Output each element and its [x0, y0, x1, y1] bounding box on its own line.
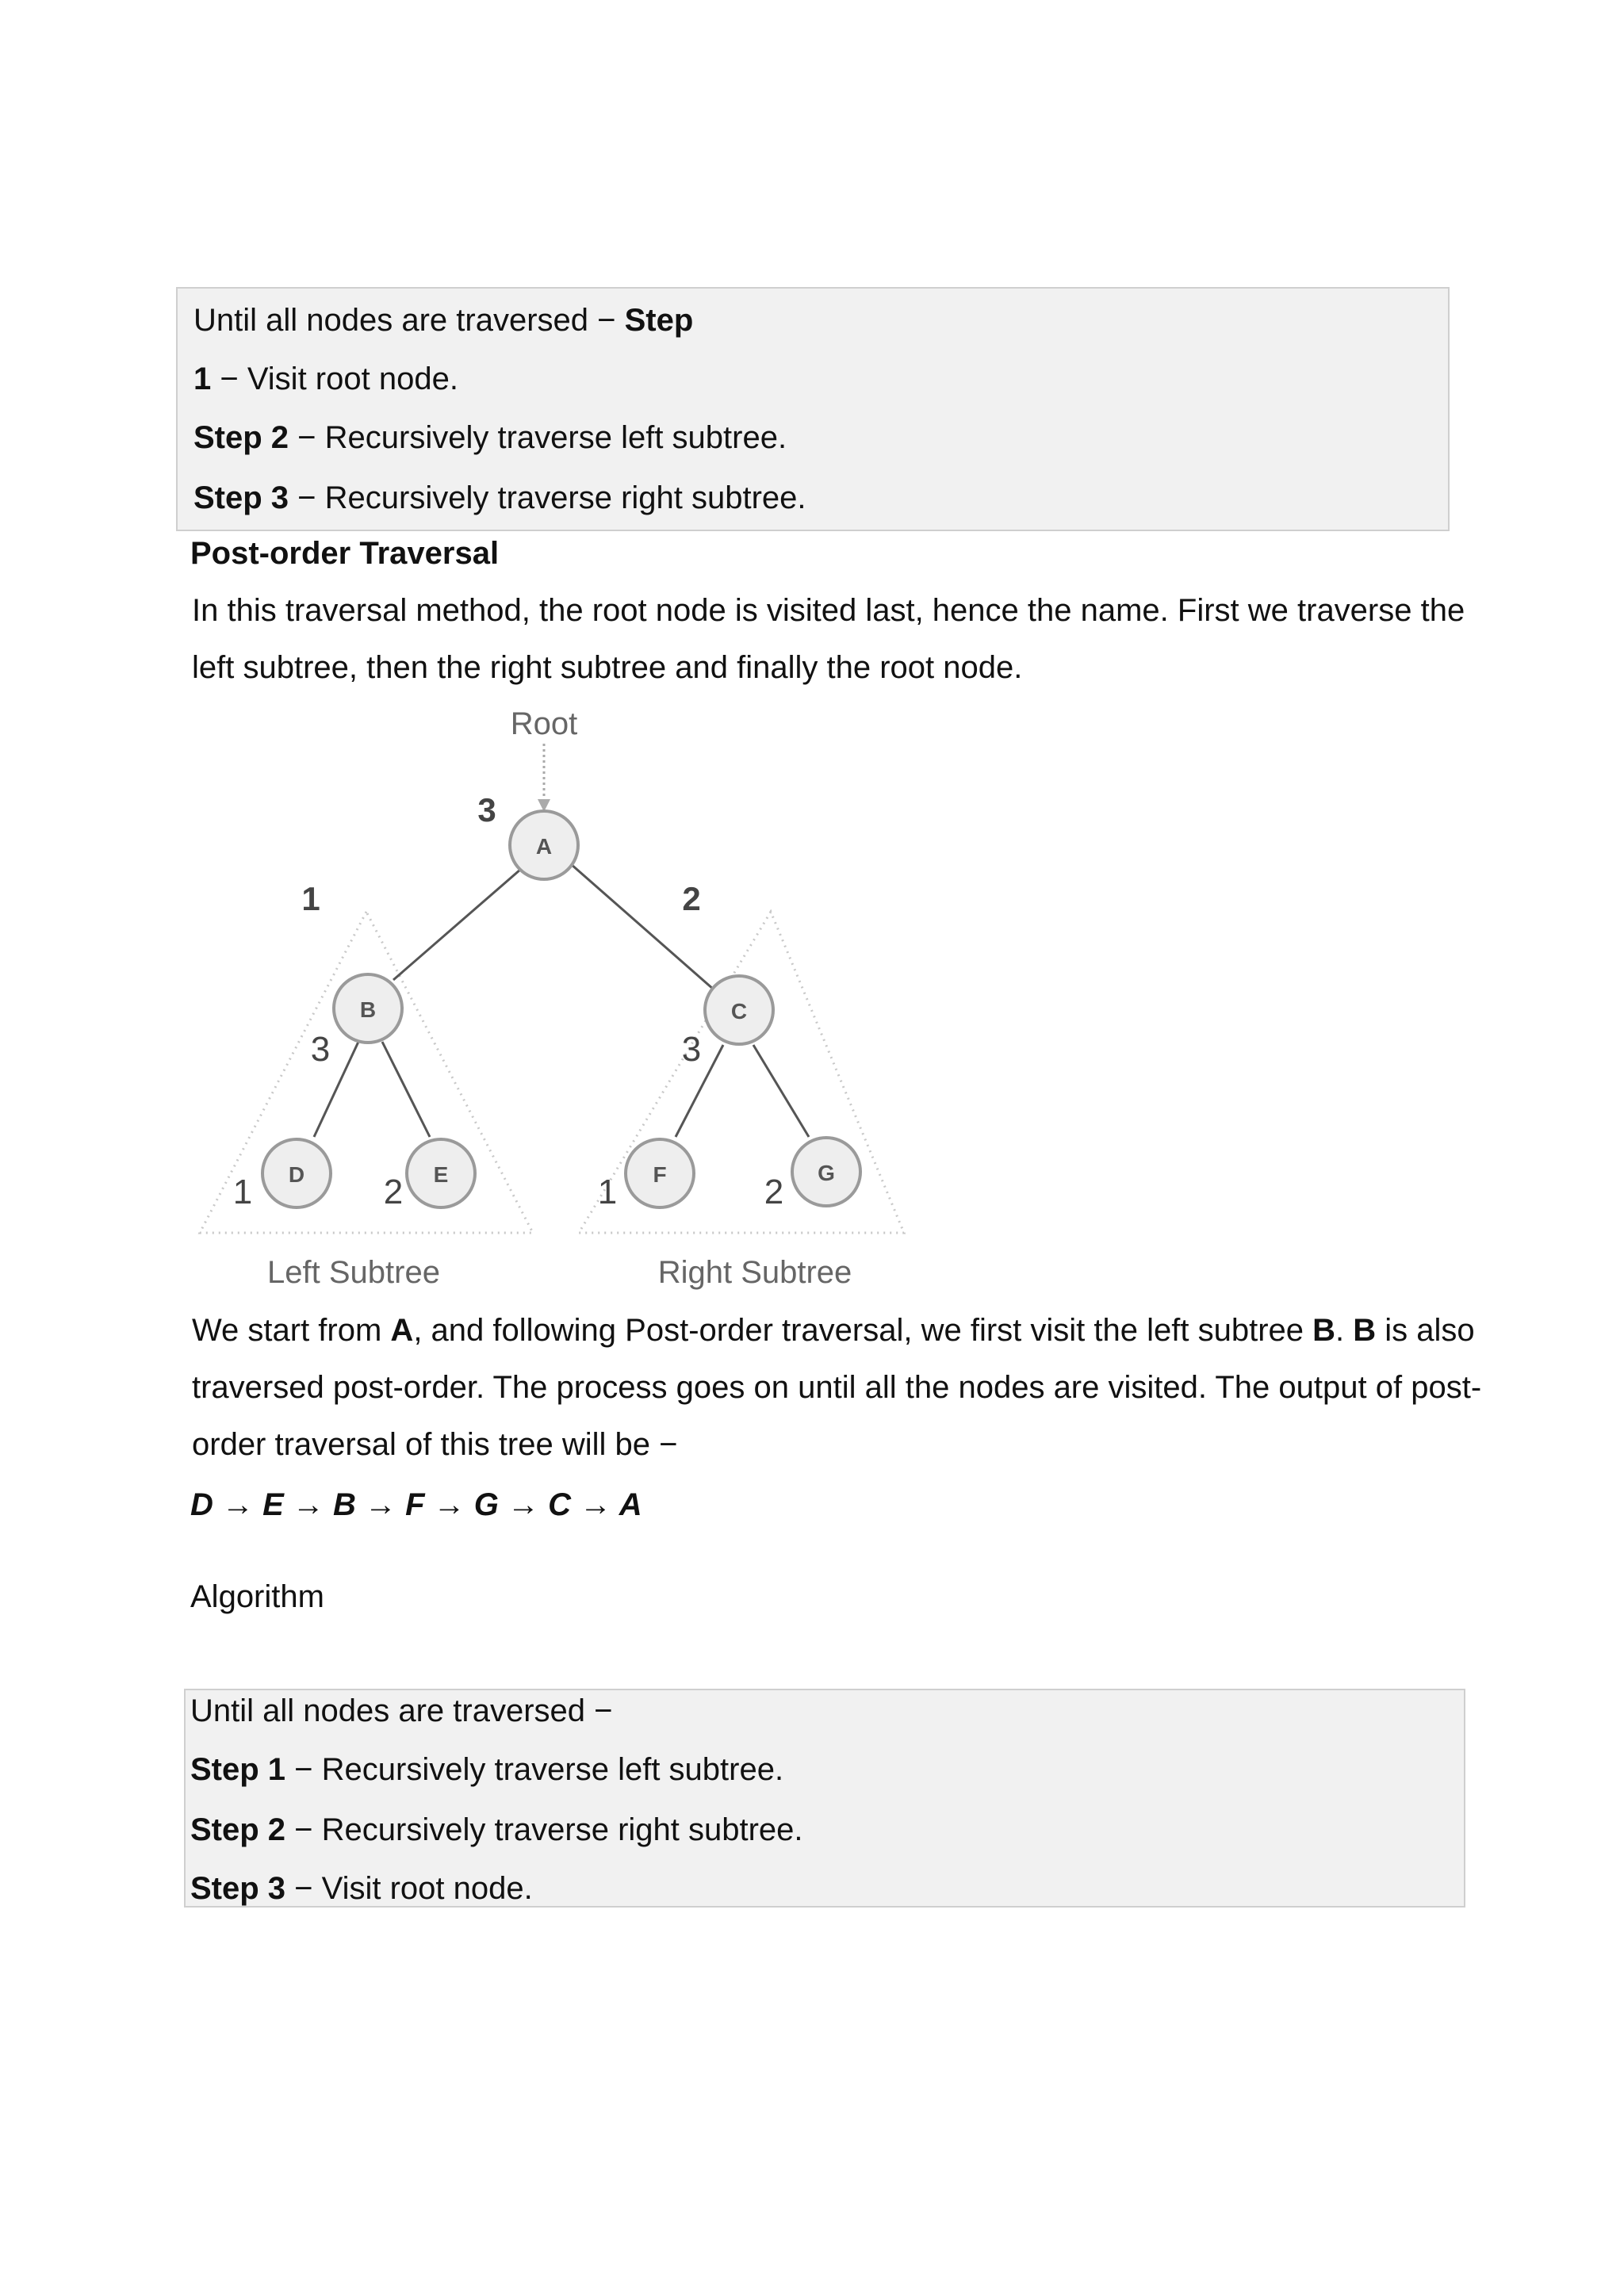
order-label-left-subtree: 1: [301, 880, 320, 917]
order-label-d: 1: [232, 1173, 253, 1211]
order-label-right-subtree: 2: [682, 880, 701, 917]
algo-line-2: 1 − Visit root node.: [193, 362, 458, 396]
postorder-algo-line-2: Step 1 − Recursively traverse left subtree.: [190, 1752, 784, 1787]
node-c-label: C: [730, 999, 748, 1024]
node-a-label: A: [535, 834, 553, 859]
postorder-algo-line-4: Step 3 − Visit root node.: [190, 1871, 533, 1906]
edge-b-e: [382, 1042, 430, 1137]
algo-line-3: Step 2 − Recursively traverse left subtree.: [193, 420, 787, 455]
algo-line-4: Step 3 − Recursively traverse right subtree.: [193, 480, 806, 515]
node-g-label: G: [818, 1161, 835, 1185]
algorithm-box-postorder: [184, 1689, 1465, 1908]
node-b-label: B: [359, 997, 377, 1022]
algo-line-1: Until all nodes are traversed − Step: [193, 303, 694, 338]
order-label-f: 1: [597, 1173, 618, 1211]
order-label-e: 2: [383, 1173, 404, 1211]
edge-a-b: [393, 864, 527, 980]
intro-paragraph: In this traversal method, the root node is visited last, hence the name. First we traverse the left subtree, then the right subtree and finally the root node.: [192, 593, 1465, 685]
algorithm-label: Algorithm: [190, 1579, 324, 1614]
order-label-root: 3: [477, 791, 496, 828]
root-label: Root: [510, 706, 578, 741]
edge-c-g: [753, 1045, 809, 1137]
left-subtree-caption: Left Subtree: [267, 1255, 440, 1290]
explanation-paragraph: We start from A, and following Post-order traversal, we first visit the left subtree B. B is also traversed post-order. The process goes on until all the nodes are visited. The output of post-order traversal of this tree will be −: [192, 1313, 1482, 1462]
postorder-output-sequence: D → E → B → F → G → C → A: [190, 1487, 642, 1522]
postorder-algo-line-3: Step 2 − Recursively traverse right subtree.: [190, 1812, 803, 1847]
order-label-b: 3: [310, 1030, 331, 1069]
postorder-algo-line-1: Until all nodes are traversed −: [190, 1693, 613, 1728]
section-heading: Post-order Traversal: [190, 536, 500, 571]
order-label-c: 3: [681, 1030, 702, 1069]
right-subtree-caption: Right Subtree: [657, 1255, 852, 1290]
node-f-label: F: [653, 1162, 667, 1187]
node-d-label: D: [288, 1162, 305, 1187]
node-e-label: E: [433, 1162, 449, 1187]
order-label-g: 2: [764, 1173, 784, 1211]
